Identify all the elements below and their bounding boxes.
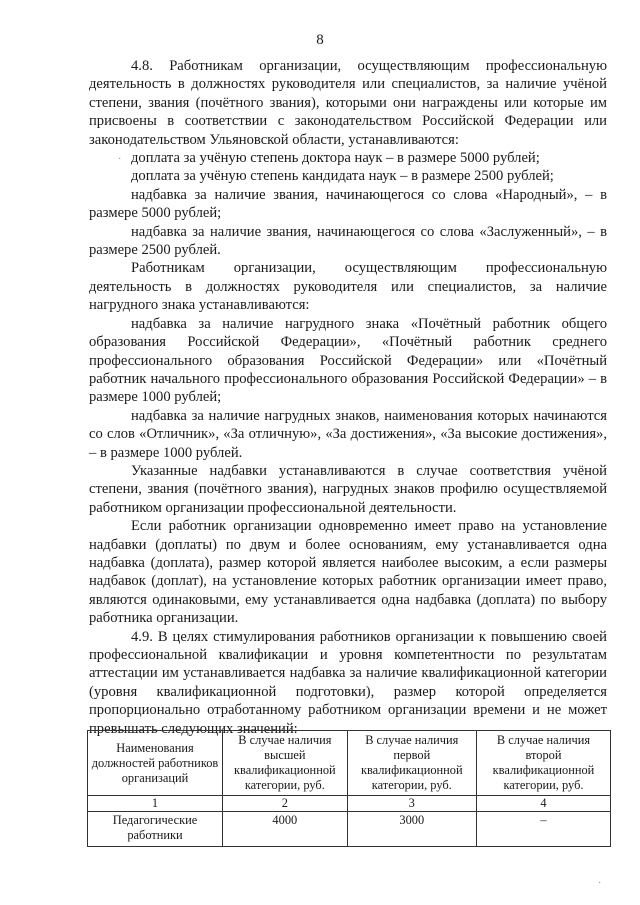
paragraph-profile-condition: Указанные надбавки устанавливаются в случае соответствия учёной степени, звания (почётного звания), нагрудных знаков профилю осуществляемой работником организации профессиональной деятельности. <box>89 462 607 516</box>
table-column-number-row <box>88 796 611 812</box>
paragraph-4-9: 4.9. В целях стимулирования работников организации к повышению своей профессиональной квалификации и уровня компетентности по результатам аттестации им устанавливается надбавка за наличие квалификационной категории (уровня квалификационной подготовки), размер которой определяется пропорционально отработанному работником организации времени и не может превышать следующих значений: <box>89 628 607 737</box>
list-item-title-zasluzhenny: надбавка за наличие звания, начинающегося со слова «Заслуженный», – в размере 2500 рублей. <box>89 223 607 259</box>
column-number: 4 <box>476 796 610 812</box>
header-first-category: В случае наличия первой квалификационной категории, руб. <box>347 731 476 796</box>
page-number: 8 <box>316 32 324 48</box>
scan-mark: · <box>598 878 602 889</box>
table-header-row <box>88 731 611 796</box>
list-item-excellence-badges: надбавка за наличие нагрудных знаков, наименования которых начинаются со слов «Отличник», «За отличную», «За достижения», «За высокие достижения», – в размере 1000 рублей. <box>89 407 607 461</box>
list-item-honorary-badge: надбавка за наличие нагрудного знака «Почётный работник общего образования Российской Федерации», «Почётный работник среднего профессионального образования Российской Федерации» или «Почётный работник начального профессионального образования Российской Федерации» – в размере 1000 рублей; <box>89 315 607 406</box>
header-position: Наименования должностей работников организаций <box>88 731 223 796</box>
qualification-allowance-table <box>87 730 611 847</box>
column-number: 1 <box>88 796 223 812</box>
table-cell-highest: 4000 <box>223 812 348 847</box>
list-item-candidate-degree: доплата за учёную степень кандидата наук – в размере 2500 рублей; <box>131 168 554 185</box>
list-item-title-narodny: надбавка за наличие звания, начинающегося со слова «Народный», – в размере 5000 рублей; <box>89 186 607 222</box>
paragraph-4-8: 4.8. Работникам организации, осуществляющим профессиональную деятельность в должностях руководителя или специалистов, за наличие учёной степени, звания (почётного звания), которыми они награждены или которые им присвоены в соответствии с законодательством Российской Федерации или законодательством Ульяновской области, устанавливаются: <box>89 58 607 148</box>
scan-mark: · <box>118 154 122 165</box>
list-item-doctor-degree: доплата за учёную степень доктора наук – в размере 5000 рублей; <box>131 150 540 167</box>
table-row <box>88 812 611 847</box>
header-highest-category: В случае наличия высшей квалификационной категории, руб. <box>223 731 348 796</box>
header-second-category: В случае наличия второй квалификационной категории, руб. <box>476 731 610 796</box>
table-cell-position: Педагогические работники <box>88 812 223 847</box>
column-number: 3 <box>347 796 476 812</box>
table-cell-first: 3000 <box>347 812 476 847</box>
paragraph-multiple-grounds: Если работник организации одновременно имеет право на установление надбавки (доплаты) по двум и более основаниям, ему устанавливается одна надбавка (доплата), размер которой является наиболее высоким, а если размеры надбавок (доплат), на установление которых работник организации имеет право, являются одинаковыми, ему устанавливается одна надбавка (доплата) по выбору работника организации. <box>89 518 607 627</box>
table-cell-second: – <box>476 812 610 847</box>
paragraph-badges-intro: Работникам организации, осуществляющим профессиональную деятельность в должностях руководителя или специалистов, за наличие нагрудного знака устанавливаются: <box>89 260 607 314</box>
column-number: 2 <box>223 796 348 812</box>
document-body <box>89 57 607 738</box>
